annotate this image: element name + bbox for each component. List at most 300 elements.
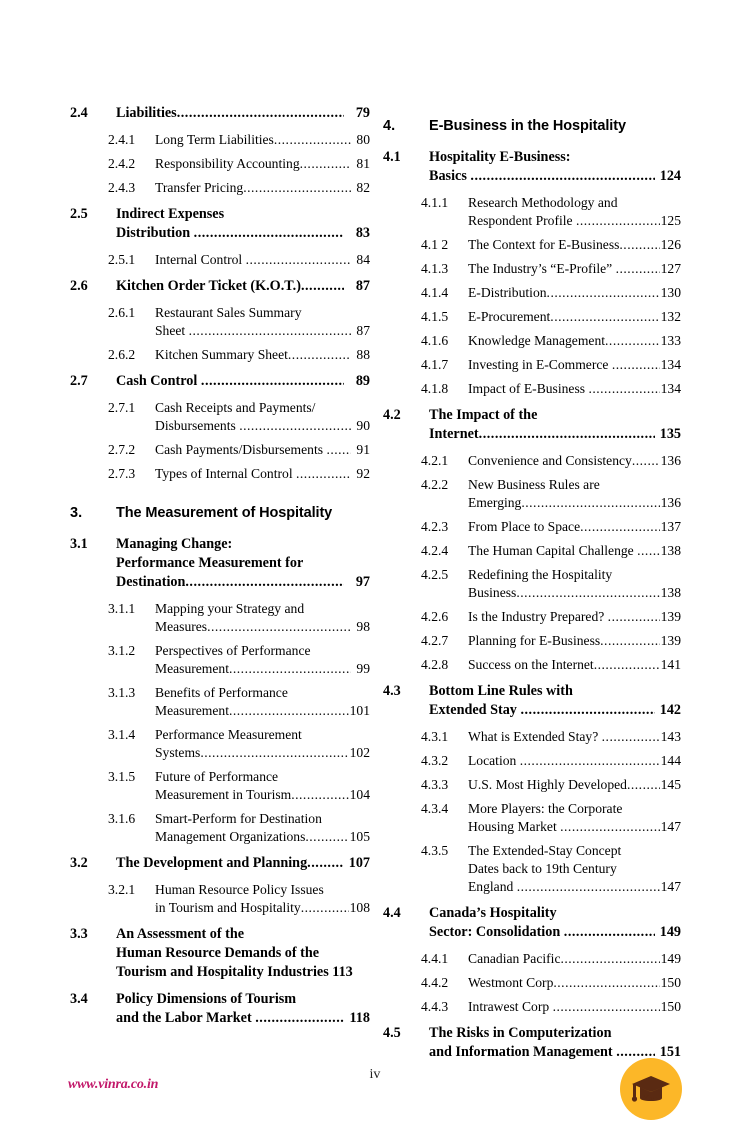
toc-entry-line (116, 276, 370, 296)
toc-entry-title: The Industry’s “E-Profile” (468, 261, 616, 276)
toc-page-number: 143 (660, 729, 681, 744)
toc-entry-line (468, 565, 681, 584)
dot-leader (580, 517, 659, 536)
toc-entry-number: 3.1.2 (108, 643, 136, 658)
toc-entry-body (155, 809, 370, 846)
toc-entry-body (468, 727, 681, 746)
toc-entry-title: Measurement (155, 661, 229, 676)
toc-section-entry[interactable] (383, 405, 681, 444)
toc-subsection-entry[interactable] (70, 725, 370, 762)
toc-entry-line (155, 659, 370, 678)
toc-subsection-entry[interactable] (383, 631, 681, 650)
toc-entry-body (468, 283, 681, 302)
toc-entry-line (468, 997, 681, 1016)
toc-entry-line (155, 154, 370, 173)
toc-entry-title: Indirect Expenses (116, 206, 225, 222)
toc-entry-line (468, 475, 681, 494)
toc-entry-line (468, 775, 681, 794)
toc-entry-title: Benefits of Performance (155, 685, 288, 700)
toc-subsection-entry[interactable] (383, 655, 681, 674)
toc-entry-body (468, 841, 681, 896)
toc-entry-body (116, 924, 370, 982)
toc-entry-body (155, 345, 370, 364)
toc-entry-line (429, 118, 681, 134)
toc-subsection-entry[interactable] (70, 464, 370, 483)
toc-entry-body (155, 130, 370, 149)
toc-right-column (383, 96, 681, 1069)
dot-leader (576, 211, 660, 230)
toc-subsection-entry[interactable] (383, 331, 681, 350)
toc-section-entry[interactable] (70, 103, 370, 123)
dot-leader (229, 701, 349, 720)
toc-page-number: 130 (660, 285, 681, 300)
toc-entry-number: 4.5 (383, 1025, 401, 1041)
toc-entry-title: What is Extended Stay? (468, 729, 602, 744)
toc-entry-body (116, 853, 370, 873)
toc-subsection-entry[interactable] (70, 767, 370, 804)
toc-entry-title: Canadian Pacific (468, 951, 561, 966)
toc-entry-title: Restaurant Sales Summary (155, 305, 302, 320)
toc-page-number: 81 (356, 156, 370, 171)
dot-leader (564, 922, 655, 942)
toc-entry-title: Human Resource Demands of the (116, 945, 320, 961)
toc-section-entry[interactable] (383, 1023, 681, 1062)
toc-entry-line (468, 193, 681, 212)
toc-subsection-entry[interactable] (70, 880, 370, 917)
toc-entry-line (468, 949, 681, 968)
toc-page-number: 127 (660, 261, 681, 276)
toc-entry-line (468, 307, 681, 326)
toc-entry-title: Respondent Profile (468, 213, 576, 228)
toc-entry-body (468, 235, 681, 254)
toc-entry-title: E-Distribution (468, 285, 547, 300)
toc-entry-line (468, 727, 681, 746)
toc-subsection-entry[interactable] (383, 193, 681, 230)
toc-entry-number: 4.4 (383, 905, 401, 921)
toc-entry-line (155, 303, 370, 322)
toc-entry-title: The Extended-Stay Concept (468, 843, 622, 858)
toc-page-number: 136 (660, 495, 681, 510)
toc-entry-line (429, 681, 681, 701)
dot-leader (521, 493, 659, 512)
toc-entry-title: Success on the Internet (468, 657, 594, 672)
toc-entry-line (468, 235, 681, 254)
toc-entry-body (155, 154, 370, 173)
toc-entry-number: 4.3.2 (421, 753, 449, 768)
dot-leader (185, 572, 344, 592)
toc-entry-line (429, 166, 681, 186)
dot-leader (301, 898, 349, 917)
toc-page-number: 136 (660, 453, 681, 468)
toc-subsection-entry[interactable] (383, 775, 681, 794)
dot-leader (239, 416, 351, 435)
dot-leader (326, 440, 351, 459)
toc-entry-line (116, 103, 370, 123)
toc-page-number: 138 (660, 585, 681, 600)
toc-entry-title: Knowledge Management (468, 333, 606, 348)
toc-entry-title: The Context for E-Business (468, 237, 620, 252)
toc-subsection-entry[interactable] (383, 799, 681, 836)
toc-page-number: 144 (660, 753, 681, 768)
toc-page-number: 150 (660, 999, 681, 1014)
dot-leader (516, 583, 659, 602)
toc-entry-number: 2.5.1 (108, 252, 136, 267)
toc-entry-title: New Business Rules are (468, 477, 600, 492)
toc-entry-body (155, 725, 370, 762)
toc-subsection-entry[interactable] (383, 727, 681, 746)
toc-entry-number: 3.1.5 (108, 769, 136, 784)
dot-leader (632, 451, 660, 470)
toc-page-number: 89 (355, 373, 370, 389)
toc-section-entry[interactable] (383, 681, 681, 720)
toc-entry-body (429, 405, 681, 444)
toc-page-number: 118 (349, 1010, 370, 1026)
toc-entry-body (468, 355, 681, 374)
toc-entry-title: Human Resource Policy Issues (155, 882, 324, 897)
toc-entry-number: 4.2.3 (421, 519, 449, 534)
dot-leader (300, 154, 351, 173)
toc-subsection-entry[interactable] (70, 154, 370, 173)
toc-page-number: 108 (349, 900, 370, 915)
toc-entry-line (468, 817, 681, 836)
toc-entry-number: 4.3.1 (421, 729, 449, 744)
toc-entry-number: 3.1.4 (108, 727, 136, 742)
toc-entry-title: The Risks in Computerization (429, 1025, 612, 1041)
toc-entry-line (155, 440, 370, 459)
toc-entry-title: Policy Dimensions of Tourism (116, 991, 297, 1007)
toc-section-entry[interactable] (70, 534, 370, 592)
toc-entry-body (155, 303, 370, 340)
toc-entry-title: and Information Management (429, 1044, 617, 1060)
toc-entry-number: 4.4.3 (421, 999, 449, 1014)
toc-subsection-entry[interactable] (70, 683, 370, 720)
toc-page-number: 142 (659, 702, 681, 718)
dot-leader (207, 617, 351, 636)
publisher-logo (620, 1058, 682, 1120)
toc-entry-number: 4.4.2 (421, 975, 449, 990)
toc-entry-body (468, 193, 681, 230)
toc-subsection-entry[interactable] (383, 565, 681, 602)
dot-leader (255, 1008, 344, 1028)
dot-leader (627, 775, 660, 794)
toc-subsection-entry[interactable] (383, 235, 681, 254)
toc-section-entry[interactable] (70, 371, 370, 391)
toc-entry-number: 3.3 (70, 926, 88, 942)
toc-section-entry[interactable] (70, 924, 370, 982)
toc-entry-number: 4. (383, 118, 396, 134)
toc-entry-body (468, 259, 681, 278)
toc-entry-line (429, 922, 681, 942)
toc-entry-number: 4.3.3 (421, 777, 449, 792)
toc-page-number: 141 (660, 657, 681, 672)
toc-entry-body (429, 147, 681, 186)
toc-entry-body (468, 607, 681, 626)
toc-page-number: 139 (660, 609, 681, 624)
toc-chapter-entry[interactable] (70, 505, 370, 521)
toc-entry-title: From Place to Space (468, 519, 581, 534)
toc-entry-line (468, 631, 681, 650)
toc-entry-line (468, 379, 681, 398)
dot-leader (550, 307, 659, 326)
toc-entry-number: 3.2.1 (108, 882, 136, 897)
toc-entry-title: Westmont Corp (468, 975, 554, 990)
toc-entry-title: Planning for E-Business (468, 633, 601, 648)
toc-page-number: 88 (356, 347, 370, 362)
toc-entry-number: 2.4.2 (108, 156, 136, 171)
toc-entry-number: 4.2.6 (421, 609, 449, 624)
toc-entry-body (116, 276, 370, 296)
toc-subsection-entry[interactable] (70, 440, 370, 459)
toc-subsection-entry[interactable] (70, 250, 370, 269)
toc-entry-title: Transfer Pricing (155, 180, 244, 195)
toc-entry-number: 4.4.1 (421, 951, 449, 966)
toc-entry-number: 2.7 (70, 373, 88, 389)
toc-subsection-entry[interactable] (383, 517, 681, 536)
toc-page-number: 150 (660, 975, 681, 990)
toc-page-number: 124 (659, 168, 681, 184)
toc-entry-line (468, 517, 681, 536)
toc-entry-body (116, 103, 370, 123)
toc-entry-title: Types of Internal Control (155, 466, 296, 481)
toc-entry-body (155, 464, 370, 483)
toc-entry-line (116, 853, 370, 873)
toc-subsection-entry[interactable] (70, 398, 370, 435)
toc-entry-title: Tourism and Hospitality Industries 113 (116, 964, 353, 980)
toc-entry-line (429, 903, 681, 923)
toc-entry-body (155, 178, 370, 197)
dot-leader (201, 371, 344, 391)
toc-page-number: 126 (660, 237, 681, 252)
toc-subsection-entry[interactable] (383, 949, 681, 968)
toc-subsection-entry[interactable] (383, 973, 681, 992)
toc-page-number: 87 (355, 278, 370, 294)
toc-subsection-entry[interactable] (383, 259, 681, 278)
toc-entry-title: and the Labor Market (116, 1010, 256, 1026)
toc-entry-line (116, 223, 370, 243)
dot-leader (619, 235, 659, 254)
toc-entry-line (468, 451, 681, 470)
toc-entry-title: Measurement (155, 703, 229, 718)
toc-subsection-entry[interactable] (70, 178, 370, 197)
toc-section-entry[interactable] (70, 276, 370, 296)
toc-entry-title: U.S. Most Highly Developed (468, 777, 627, 792)
toc-entry-title: Managing Change: (116, 536, 233, 552)
toc-section-entry[interactable] (70, 204, 370, 243)
toc-entry-line (429, 424, 681, 444)
toc-entry-title: E-Business in the Hospitality (429, 118, 626, 134)
toc-entry-title: Smart-Perform for Destination (155, 811, 322, 826)
toc-page-number: 101 (349, 703, 370, 718)
toc-entry-number: 4.3.5 (421, 843, 449, 858)
toc-entry-body (429, 681, 681, 720)
toc-subsection-entry[interactable] (383, 355, 681, 374)
toc-subsection-entry[interactable] (383, 841, 681, 896)
toc-entry-number: 3.2 (70, 855, 88, 871)
dot-leader (605, 331, 660, 350)
toc-subsection-entry[interactable] (383, 379, 681, 398)
toc-subsection-entry[interactable] (383, 997, 681, 1016)
toc-entry-body (468, 517, 681, 536)
toc-entry-body (468, 541, 681, 560)
toc-subsection-entry[interactable] (70, 599, 370, 636)
toc-entry-title: The Measurement of Hospitality (116, 505, 333, 521)
toc-section-entry[interactable] (70, 989, 370, 1028)
toc-subsection-entry[interactable] (70, 345, 370, 364)
dot-leader (177, 103, 344, 123)
toc-entry-line (116, 572, 370, 592)
toc-entry-title: Perspectives of Performance (155, 643, 311, 658)
toc-entry-title: Sector: Consolidation (429, 924, 564, 940)
toc-page-number: 149 (660, 951, 681, 966)
dot-leader (296, 464, 351, 483)
toc-entry-number: 4.1.1 (421, 195, 449, 210)
dot-leader (553, 997, 660, 1016)
toc-entry-line (429, 1023, 681, 1043)
toc-entry-title: Cash Payments/Disbursements (155, 442, 327, 457)
toc-entry-number: 4.1.5 (421, 309, 449, 324)
toc-subsection-entry[interactable] (383, 307, 681, 326)
toc-entry-title: Mapping your Strategy and (155, 601, 305, 616)
toc-entry-title: The Impact of the (429, 407, 538, 423)
toc-entry-number: 4.2.8 (421, 657, 449, 672)
toc-entry-number: 2.4 (70, 105, 88, 121)
toc-entry-line (116, 989, 370, 1009)
toc-subsection-entry[interactable] (70, 130, 370, 149)
toc-entry-line (116, 371, 370, 391)
toc-entry-number: 4.3 (383, 683, 401, 699)
toc-subsection-entry[interactable] (383, 475, 681, 512)
toc-subsection-entry[interactable] (383, 751, 681, 770)
toc-entry-line (155, 683, 370, 702)
toc-subsection-entry[interactable] (70, 809, 370, 846)
toc-entry-title: Impact of E-Business (468, 381, 589, 396)
toc-page-number: 151 (659, 1044, 681, 1060)
toc-subsection-entry[interactable] (383, 451, 681, 470)
toc-page-number: 79 (355, 105, 370, 121)
toc-subsection-entry[interactable] (383, 541, 681, 560)
toc-page-number: 139 (660, 633, 681, 648)
toc-section-entry[interactable] (383, 903, 681, 942)
toc-entry-title: The Development and Planning (116, 855, 308, 871)
toc-entry-line (155, 398, 370, 417)
toc-entry-number: 2.5 (70, 206, 88, 222)
toc-entry-line (116, 505, 370, 521)
toc-chapter-entry[interactable] (383, 118, 681, 134)
toc-entry-line (155, 827, 370, 846)
toc-entry-body (155, 440, 370, 459)
toc-entry-number: 3.1.1 (108, 601, 136, 616)
toc-entry-body (116, 534, 370, 592)
toc-entry-title: E-Procurement (468, 309, 551, 324)
dot-leader (612, 355, 660, 374)
toc-page-number: 125 (660, 213, 681, 228)
toc-entry-title: Distribution (116, 225, 194, 241)
toc-entry-body (155, 880, 370, 917)
toc-page-number: 90 (356, 418, 370, 433)
toc-entry-title: Systems (155, 745, 201, 760)
toc-subsection-entry[interactable] (383, 607, 681, 626)
toc-subsection-entry[interactable] (383, 283, 681, 302)
toc-entry-line (155, 701, 370, 720)
toc-entry-title: Hospitality E-Business: (429, 149, 571, 165)
toc-entry-body (468, 799, 681, 836)
toc-entry-line (468, 493, 681, 512)
toc-entry-title: An Assessment of the (116, 926, 245, 942)
toc-entry-number: 4.1.3 (421, 261, 449, 276)
toc-entry-number: 4.2 (383, 407, 401, 423)
toc-entry-line (429, 700, 681, 720)
toc-page-number: 91 (356, 442, 370, 457)
dot-leader (246, 250, 351, 269)
toc-page-number: 87 (356, 323, 370, 338)
toc-entry-line (116, 204, 370, 224)
toc-entry-number: 4.2.2 (421, 477, 449, 492)
toc-entry-body (468, 997, 681, 1016)
toc-page-number: 104 (349, 787, 370, 802)
toc-entry-number: 3.1 (70, 536, 88, 552)
toc-entry-line (155, 743, 370, 762)
toc-section-entry[interactable] (70, 853, 370, 873)
toc-entry-number: 4.1 2 (421, 237, 449, 252)
toc-entry-number: 2.4.1 (108, 132, 136, 147)
toc-entry-line (116, 553, 370, 573)
toc-entry-number: 4.2.4 (421, 543, 449, 558)
toc-subsection-entry[interactable] (70, 641, 370, 678)
toc-entry-number: 4.2.1 (421, 453, 449, 468)
toc-entry-line (155, 617, 370, 636)
toc-entry-title: Redefining the Hospitality (468, 567, 613, 582)
toc-entry-body (429, 118, 681, 134)
toc-entry-line (468, 211, 681, 230)
toc-page-number: 102 (349, 745, 370, 760)
toc-entry-body (116, 204, 370, 243)
toc-entry-title: Extended Stay (429, 702, 521, 718)
toc-entry-body (468, 973, 681, 992)
toc-subsection-entry[interactable] (70, 303, 370, 340)
toc-entry-line (155, 464, 370, 483)
toc-section-entry[interactable] (383, 147, 681, 186)
toc-entry-title: Measurement in Tourism (155, 787, 292, 802)
toc-entry-line (468, 751, 681, 770)
toc-entry-line (468, 331, 681, 350)
toc-entry-title: England (468, 879, 517, 894)
toc-page-number: 147 (660, 879, 681, 894)
toc-entry-number: 2.7.2 (108, 442, 136, 457)
toc-page-number: 132 (660, 309, 681, 324)
toc-entry-number: 3.4 (70, 991, 88, 1007)
toc-entry-title: Is the Industry Prepared? (468, 609, 608, 624)
toc-page-number: 145 (660, 777, 681, 792)
toc-entry-number: 4.1.6 (421, 333, 449, 348)
toc-entry-title: Kitchen Order Ticket (K.O.T.) (116, 278, 301, 294)
toc-entry-number: 2.7.1 (108, 400, 136, 415)
toc-entry-number: 2.7.3 (108, 466, 136, 481)
toc-entry-line (116, 943, 370, 963)
toc-entry-number: 2.6.1 (108, 305, 136, 320)
toc-entry-line (468, 541, 681, 560)
dot-leader (479, 424, 655, 444)
toc-page-number: 147 (660, 819, 681, 834)
toc-entry-title: Internal Control (155, 252, 246, 267)
toc-entry-line (468, 283, 681, 302)
toc-page-number: 98 (356, 619, 370, 634)
dot-leader (288, 345, 351, 364)
toc-entry-body (155, 250, 370, 269)
toc-entry-title: in Tourism and Hospitality (155, 900, 301, 915)
toc-entry-body (155, 767, 370, 804)
toc-page-number: 134 (660, 381, 681, 396)
toc-page-number: 138 (660, 543, 681, 558)
